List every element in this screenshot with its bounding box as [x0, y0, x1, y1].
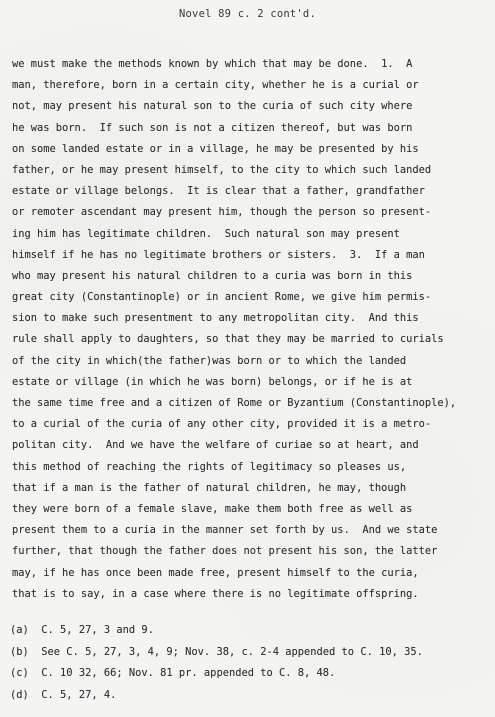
body-line: who may present his natural children to a curia was born in this	[12, 269, 413, 282]
body-line: that is to say, in a case where there is no legitimate offspring.	[12, 587, 419, 600]
body-line: politan city. And we have the welfare of curiae so at heart, and	[12, 439, 419, 452]
body-line: or remoter ascendant may present him, though the person so present-	[12, 206, 432, 219]
footnotes	[10, 620, 490, 706]
body-line: the same time free and a citizen of Rome or Byzantium (Constantinople),	[12, 397, 457, 409]
body-line: he was born. If such son is not a citizen thereof, but was born	[12, 121, 413, 134]
body-line: may, if he has once been made free, present himself to the curia,	[12, 566, 419, 579]
body-line: man, therefore, born in a certain city, whether he is a curial or	[12, 79, 419, 92]
page-header: Novel 89 c. 2 cont'd.	[179, 8, 316, 20]
footnote-a: (a) C. 5, 27, 3 and 9.	[10, 624, 154, 636]
body-line: to a curial of the curia of any other city, provided it is a metro-	[12, 418, 432, 431]
body-line: that if a man is the father of natural children, he may, though	[12, 481, 407, 494]
body-line: present them to a curia in the manner set forth by us. And we state	[12, 524, 438, 537]
body-line: we must make the methods known by which that may be done. 1. A	[12, 58, 413, 70]
body-line: this method of reaching the rights of legitimacy so pleases us,	[12, 460, 407, 473]
body-line: of the city in which(the father)was born or to which the landed	[12, 354, 407, 367]
body-line: not, may present his natural son to the curia of such city where	[12, 100, 413, 113]
body-line: they were born of a female slave, make them both free as well as	[12, 502, 413, 515]
body-line: sion to make such presentment to any metropolitan city. And this	[12, 312, 419, 325]
body-line: estate or village (in which he was born) belongs, or if he is at	[12, 375, 413, 388]
body-line: ing him has legitimate children. Such natural son may present	[12, 227, 400, 240]
body-text	[12, 54, 492, 605]
body-line: rule shall apply to daughters, so that they may be married to curials	[12, 333, 444, 346]
body-line: on some landed estate or in a village, he may be presented by his	[12, 142, 419, 155]
body-line: father, or he may present himself, to the city to which such landed	[12, 163, 432, 176]
body-line: further, that though the father does not present his son, the latter	[12, 545, 438, 558]
body-line: himself if he has no legitimate brothers or sisters. 3. If a man	[12, 248, 425, 261]
footnote-d: (d) C. 5, 27, 4.	[10, 688, 117, 701]
body-line: great city (Constantinople) or in ancient Rome, we give him permis-	[12, 291, 432, 304]
footnote-b: (b) See C. 5, 27, 3, 4, 9; Nov. 38, c. 2-4 appended to C. 10, 35.	[10, 645, 423, 658]
footnote-c: (c) C. 10 32, 66; Nov. 81 pr. appended to C. 8, 48.	[10, 667, 336, 679]
body-line: estate or village belongs. It is clear that a father, grandfather	[12, 185, 425, 198]
